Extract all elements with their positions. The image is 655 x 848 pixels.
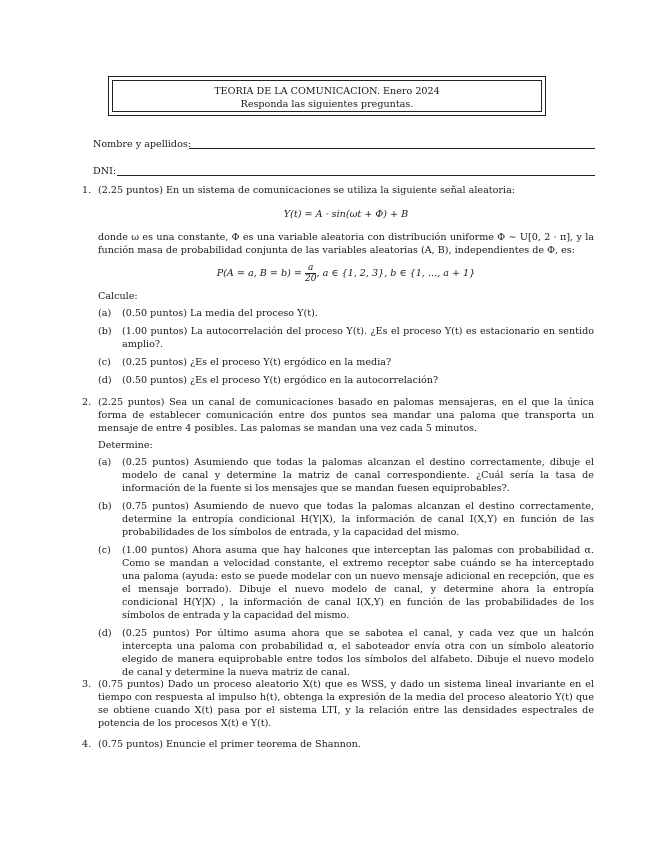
subquestion-list xyxy=(98,307,594,387)
name-label: Nombre y apellidos: xyxy=(93,139,192,150)
subquestion-label: (d) xyxy=(98,628,112,639)
subquestion-text: (0.75 puntos) Asumiendo de nuevo que todas la palomas alcanzan el destino correctamente, determine la entropía condicional H(Y|X), la información de canal I(X,Y) en función de las probabilidades de los símbolos de entrada, y la capacidad del mismo. xyxy=(122,501,594,538)
subquestion xyxy=(98,544,594,622)
calc-label: Calcule: xyxy=(98,291,138,302)
subquestion xyxy=(98,500,594,539)
question-body: (0.75 puntos) Enuncie el primer teorema de Shannon. xyxy=(98,739,361,750)
name-line[interactable] xyxy=(189,148,595,149)
dni-label: DNI: xyxy=(93,166,117,177)
equation-pmf xyxy=(98,263,594,285)
determine-label: Determine: xyxy=(98,440,153,451)
question-body xyxy=(98,184,594,387)
subquestion-text: (1.00 puntos) Ahora asuma que hay halcones que interceptan las palomas con probabilidad α. Como se mandan a velocidad constante, el extremo receptor sabe cuándo se ha interceptado una paloma (ayuda: esto se puede modelar con un nuevo mensaje adicional en recepción, que es el mensaje borrado). Dibuje el nuevo modelo de canal, y determine ahora la entropía condicional H(Y|X) , la información de canal I(X,Y) en función de las probabilidades de los símbolos de entrada y la capacidad del mismo. xyxy=(122,545,594,621)
subquestion-label: (a) xyxy=(98,457,112,468)
exam-title: TEORIA DE LA COMUNICACION. Enero 2024 xyxy=(214,86,440,97)
question-description: donde ω es una constante, Φ es una variable aleatoria con distribución uniforme Φ ∼ U[0, 2 · π], y la función masa de probabilidad conjunta de las variables aleatorias (A, B), independientes de Φ, es: xyxy=(98,232,594,256)
subquestion-label: (c) xyxy=(98,357,111,368)
question-number: 2. xyxy=(82,397,92,408)
subquestion-list xyxy=(98,456,594,679)
subquestion xyxy=(98,627,594,679)
question-body xyxy=(98,396,594,679)
subquestion xyxy=(98,307,594,320)
subquestion-label: (c) xyxy=(98,545,111,556)
subquestion-text: (1.00 puntos) La autocorrelación del proceso Y(t). ¿Es el proceso Y(t) es estacionario en sentido amplio?. xyxy=(122,326,594,350)
subquestion xyxy=(98,456,594,495)
question-intro: (2.25 puntos) Sea un canal de comunicaciones basado en palomas mensajeras, en el que la única forma de establecer comunicación entre dos puntos sea mandar una paloma que transporta un mensaje de entre 4 posibles. Las palomas se mandan una vez cada 5 minutos. xyxy=(98,397,594,434)
fraction-numerator: a xyxy=(305,263,316,274)
subquestion-label: (a) xyxy=(98,308,112,319)
header-inner-frame xyxy=(112,80,542,112)
subquestion xyxy=(98,374,594,387)
subquestion-label: (d) xyxy=(98,375,112,386)
subquestion xyxy=(98,325,594,351)
exam-instructions: Responda las siguientes preguntas. xyxy=(240,99,414,110)
header-box xyxy=(108,76,546,116)
question-body: (0.75 puntos) Dado un proceso aleatorio X(t) que es WSS, y dado un sistema lineal invariante en el tiempo con respuesta al impulso h(t), obtenga la expresión de la media del proceso aleatorio Y(t) que se obtiene cuando X(t) pasa por el sistema LTI, y la relación entre las densidades espectrales de potencia de los procesos X(t) e Y(t). xyxy=(98,679,594,729)
subquestion-text: (0.25 puntos) Asumiendo que todas la palomas alcanzan el destino correctamente, dibuje el modelo de canal y determine la matriz de canal correspondiente. ¿Cuál sería la tasa de información de la fuente si los mensajes que se mandan fuesen equiprobables?. xyxy=(122,457,594,494)
dni-field[interactable] xyxy=(93,165,595,179)
subquestion xyxy=(98,356,594,369)
name-field[interactable] xyxy=(93,138,595,152)
fraction xyxy=(305,263,316,284)
question-intro: (2.25 puntos) En un sistema de comunicaciones se utiliza la siguiente señal aleatoria: xyxy=(98,185,516,196)
subquestion-text: (0.25 puntos) Por último asuma ahora que se sabotea el canal, y cada vez que un halcón intercepta una paloma con probabilidad α, el saboteador envía otra con un símbolo aleatorio elegido de manera equiprobable entre todos los símbolos del alfabeto. Dibuje el nuevo modelo de canal y determine la nueva matriz de canal. xyxy=(122,628,594,678)
question-number: 4. xyxy=(82,739,92,750)
subquestion-text: (0.50 puntos) La media del proceso Y(t). xyxy=(122,308,318,319)
subquestion-text: (0.50 puntos) ¿Es el proceso Y(t) ergódico en la autocorrelación? xyxy=(122,375,439,386)
subquestion-label: (b) xyxy=(98,326,112,337)
subquestion-label: (b) xyxy=(98,501,112,512)
equation-signal: Y(t) = A · sin(ωt + Φ) + B xyxy=(283,209,409,220)
subquestion-text: (0.25 puntos) ¿Es el proceso Y(t) ergódico en la media? xyxy=(122,357,392,368)
equation-pmf-right: , a ∈ {1, 2, 3}, b ∈ {1, ..., a + 1} xyxy=(316,268,476,279)
fraction-denominator: 20 xyxy=(305,274,317,284)
question-number: 1. xyxy=(82,185,92,196)
question-number: 3. xyxy=(82,679,92,690)
dni-line[interactable] xyxy=(117,175,595,176)
equation-pmf-left: P(A = a, B = b) = xyxy=(216,268,306,279)
